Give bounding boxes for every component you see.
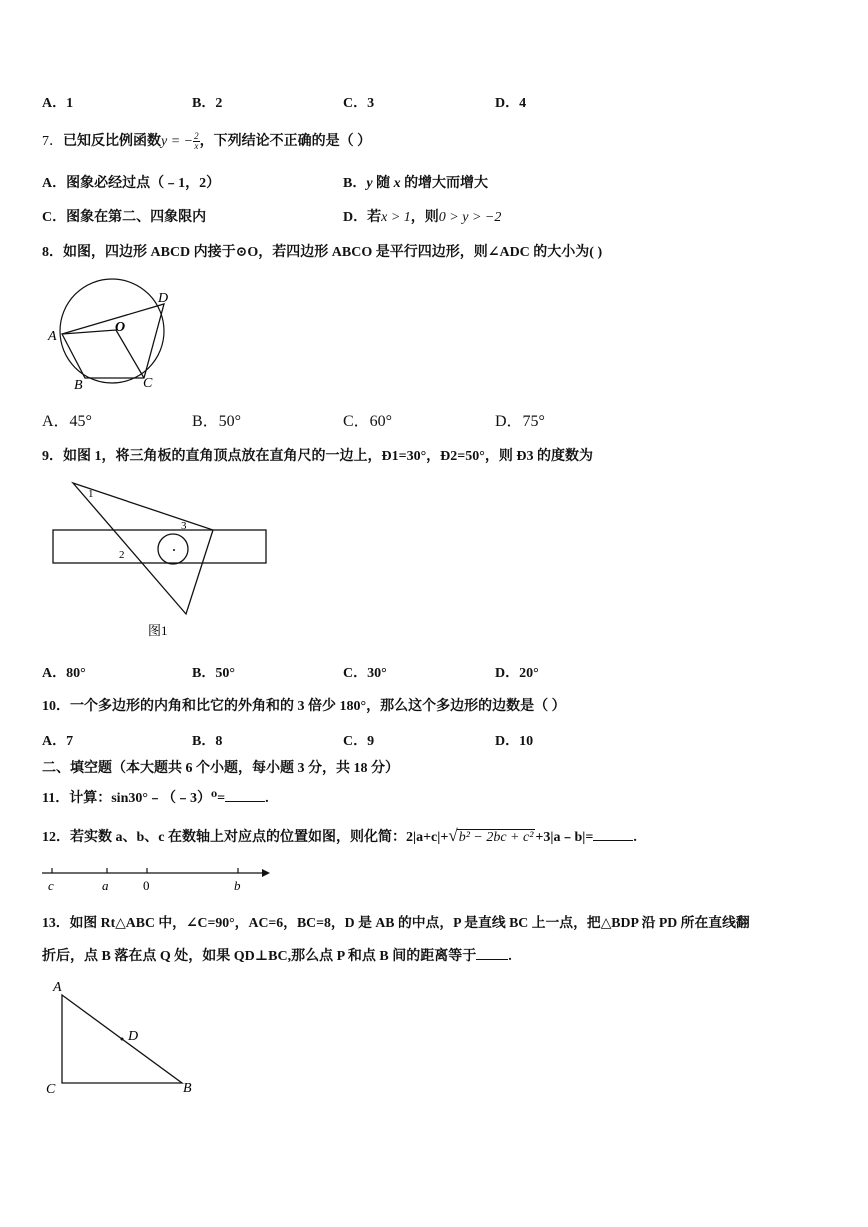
q7-stem: [42, 130, 371, 151]
q9-angle-3: 3: [181, 520, 187, 532]
q6-choice-a[interactable]: A．1: [42, 96, 74, 111]
q13-stem-line1: 13．如图 Rt△ABC 中，∠C=90°，AC=6，BC=8，D 是 AB 的中点，P 是直线 BC 上一点，把△BDP 沿 PD 所在直线翻: [42, 915, 750, 930]
q12-label-a: a: [102, 878, 109, 893]
q12-label-b: b: [234, 878, 241, 893]
q6-choice-b[interactable]: B．2: [192, 96, 223, 111]
q13-label-a: A: [53, 980, 62, 995]
q8-choice-b[interactable]: B．50°: [192, 413, 242, 430]
q13-label-b: B: [183, 1081, 192, 1096]
q13-stem-line2: 折后，点 B 落在点 Q 处，如果 QD⊥BC,那么点 P 和点 B 间的距离等于 .: [42, 949, 512, 964]
q8-circle-figure: [40, 270, 180, 395]
q7-stem-prefix: 已知反比例函数: [63, 134, 161, 149]
q12-label-c: c: [48, 878, 54, 893]
q8-radii: [62, 330, 144, 378]
q8-quadrilateral-abcd: [62, 304, 164, 378]
q9-hole-center: [173, 549, 175, 551]
q9-choice-b[interactable]: B．50°: [192, 666, 235, 681]
q10-choice-a[interactable]: A．7: [42, 734, 74, 749]
q9-caption: 图1: [148, 623, 168, 638]
q8-choice-c[interactable]: C．60°: [343, 413, 393, 430]
q9-choice-a[interactable]: A．80°: [42, 666, 86, 681]
q8-choice-a[interactable]: A．45°: [42, 413, 92, 430]
q7-func: y = −: [161, 134, 194, 149]
q9-angle-2: 2: [119, 549, 125, 561]
q13-point-d: [121, 1038, 124, 1041]
q7-number: 7．: [42, 134, 63, 149]
q7-fraction: $\frac{2}{x}$: [194, 131, 199, 152]
q7-choice-c[interactable]: C．图象在第二、四象限内: [42, 210, 207, 225]
q12-radical: b² − 2bc + c²: [458, 830, 534, 845]
q10-choice-c[interactable]: C．9: [343, 734, 375, 749]
section2-heading: 二、填空题（本大题共 6 个小题，每小题 3 分，共 18 分）: [42, 761, 399, 776]
q10-choice-d[interactable]: D．10: [495, 734, 534, 749]
q10-stem: 10．一个多边形的内角和比它的外角和的 3 倍少 180°，那么这个多边形的边数是（ ）: [42, 699, 566, 714]
q8-circle: [60, 279, 164, 383]
q8-label-d: D: [158, 291, 169, 306]
q9-triangle-hole: [158, 534, 188, 564]
q13-label-c: C: [46, 1082, 56, 1097]
q13-label-d: D: [128, 1029, 139, 1044]
q7-choice-b[interactable]: B．y 随 x 的增大而增大: [343, 176, 489, 191]
q7-choice-d[interactable]: D．若x > 1，则0 > y > −2: [343, 210, 502, 225]
q13-answer-blank[interactable]: [476, 947, 508, 960]
q7-choice-a[interactable]: A．图象必经过点（﹣1，2）: [42, 176, 221, 191]
q9-triangle: [73, 483, 213, 614]
q13-triangle-figure: [40, 975, 200, 1100]
q6-choice-d[interactable]: D．4: [495, 96, 527, 111]
q10-choice-b[interactable]: B．8: [192, 734, 223, 749]
q12-answer-blank[interactable]: [593, 828, 633, 841]
q11-answer-blank[interactable]: [225, 789, 265, 802]
q8-choice-d[interactable]: D．75°: [495, 413, 545, 430]
q9-angle-1: 1: [88, 488, 94, 500]
q9-stem: 9．如图 1，将三角板的直角顶点放在直角尺的一边上，Ð1=30°，Ð2=50°，则 Ð3 的度数为: [42, 449, 593, 464]
q12-stem: 12．若实数 a、b、c 在数轴上对应点的位置如图，则化简：2|a+c|+√b² − 2bc + c² +3|a﹣b|= .: [42, 826, 637, 845]
q9-triangle-ruler-figure: [48, 478, 273, 643]
q8-label-b: B: [74, 378, 83, 393]
q9-choice-c[interactable]: C．30°: [343, 666, 387, 681]
q8-label-a: A: [48, 329, 57, 344]
q11-stem: 11．计算：sin30°﹣（﹣3）⁰= .: [42, 791, 269, 806]
q8-stem: 8．如图，四边形 ABCD 内接于⊙O，若四边形 ABCO 是平行四边形，则∠ADC 的大小为( ): [42, 245, 603, 260]
q8-label-o: O: [115, 320, 126, 335]
q7-stem-suffix: ，下列结论不正确的是（ ）: [199, 134, 372, 149]
q9-ruler: [53, 530, 266, 563]
q12-axis-arrow: [262, 869, 270, 877]
q12-number-line: [40, 862, 275, 894]
q12-label-zero: 0: [143, 878, 150, 893]
q8-label-c: C: [143, 376, 153, 391]
q9-choice-d[interactable]: D．20°: [495, 666, 539, 681]
q6-choice-c[interactable]: C．3: [343, 96, 375, 111]
